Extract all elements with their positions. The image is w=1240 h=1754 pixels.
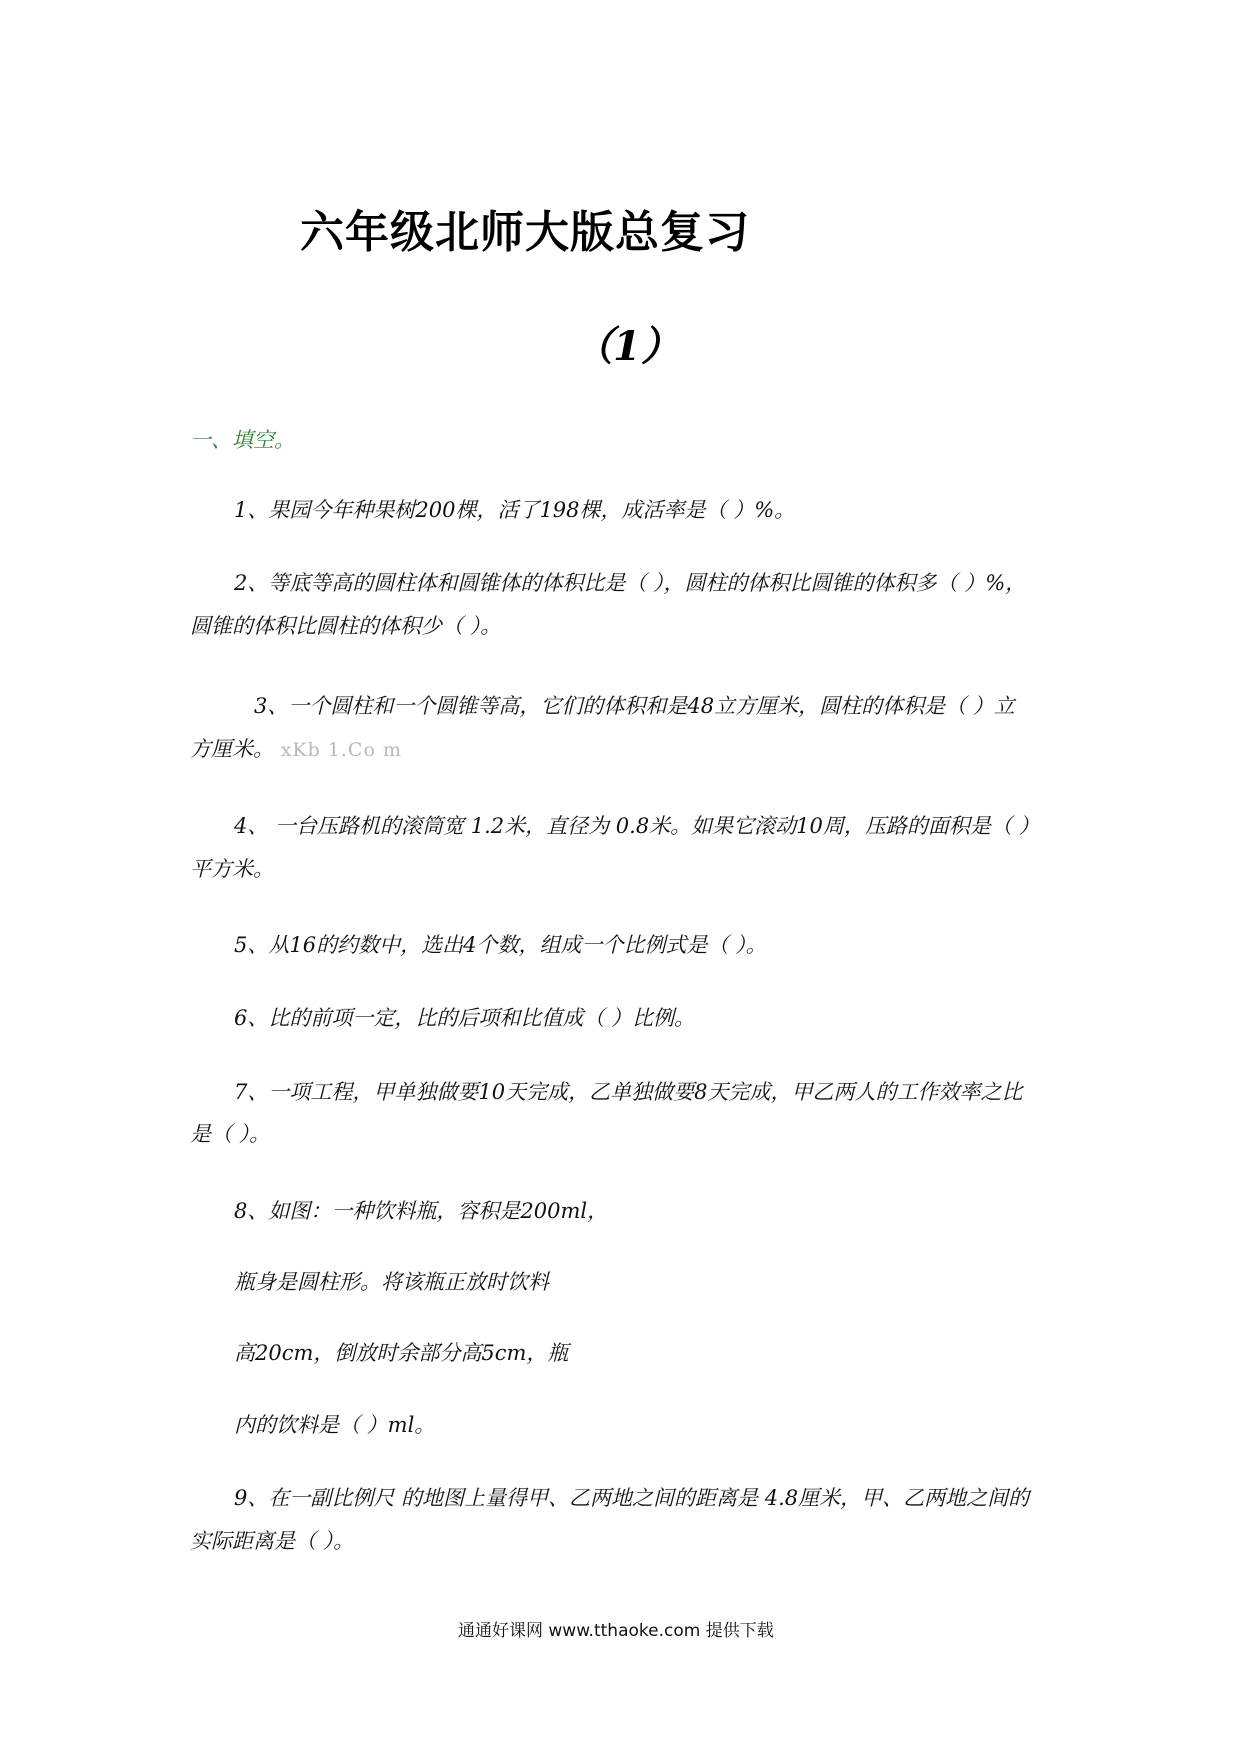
question-3-line-2 xyxy=(190,729,402,770)
question-2-line-1: 2、等底等高的圆柱体和圆锥体的体积比是（ ），圆柱的体积比圆锥的体积多（ ）%， xyxy=(234,571,1027,595)
document-title: 六年级北师大版总复习 xyxy=(300,207,750,258)
watermark-text: xKb 1.Co m xyxy=(280,739,402,761)
question-8-line-4: 内的饮料是（ ）ml。 xyxy=(234,1413,436,1437)
question-1-line-1: 1、果园今年种果树200棵，活了198棵，成活率是（ ）%。 xyxy=(234,498,796,522)
question-2-line-2: 圆锥的体积比圆柱的体积少（ ）。 xyxy=(190,614,502,638)
question-8-line-3: 高20cm，倒放时余部分高5cm，瓶 xyxy=(234,1341,569,1365)
question-7-line-1: 7、一项工程，甲单独做要10天完成，乙单独做要8天完成，甲乙两人的工作效率之比 xyxy=(234,1080,1023,1104)
question-4-line-1: 4、 一台压路机的滚筒宽 1.2米，直径为 0.8米。如果它滚动10周，压路的面积是（ ） xyxy=(234,814,1040,838)
question-8-line-1: 8、如图：一种饮料瓶，容积是200ml， xyxy=(234,1199,609,1223)
question-4-line-2: 平方米。 xyxy=(190,857,274,881)
question-9-line-1: 9、在一副比例尺 的地图上量得甲、乙两地之间的距离是 4.8厘米，甲、乙两地之间的 xyxy=(234,1486,1030,1510)
question-3-line-1: 3、一个圆柱和一个圆锥等高，它们的体积和是48立方厘米，圆柱的体积是（ ）立 xyxy=(254,694,1015,718)
question-6-line-1: 6、比的前项一定，比的后项和比值成（ ）比例。 xyxy=(234,1006,696,1030)
question-9-line-2: 实际距离是（ ）。 xyxy=(190,1529,355,1553)
document-subtitle: （1） xyxy=(573,323,681,370)
question-3-line-2-text: 方厘米。 xyxy=(190,737,274,761)
page-footer: 通通好课网 www.tthaoke.com 提供下载 xyxy=(458,1621,774,1641)
section-heading: 一、填空。 xyxy=(190,428,295,452)
question-8-line-2: 瓶身是圆柱形。将该瓶正放时饮料 xyxy=(234,1270,549,1294)
question-5-line-1: 5、从16的约数中，选出4个数，组成一个比例式是（ ）。 xyxy=(234,933,767,957)
question-7-line-2: 是（ ）。 xyxy=(190,1122,271,1146)
